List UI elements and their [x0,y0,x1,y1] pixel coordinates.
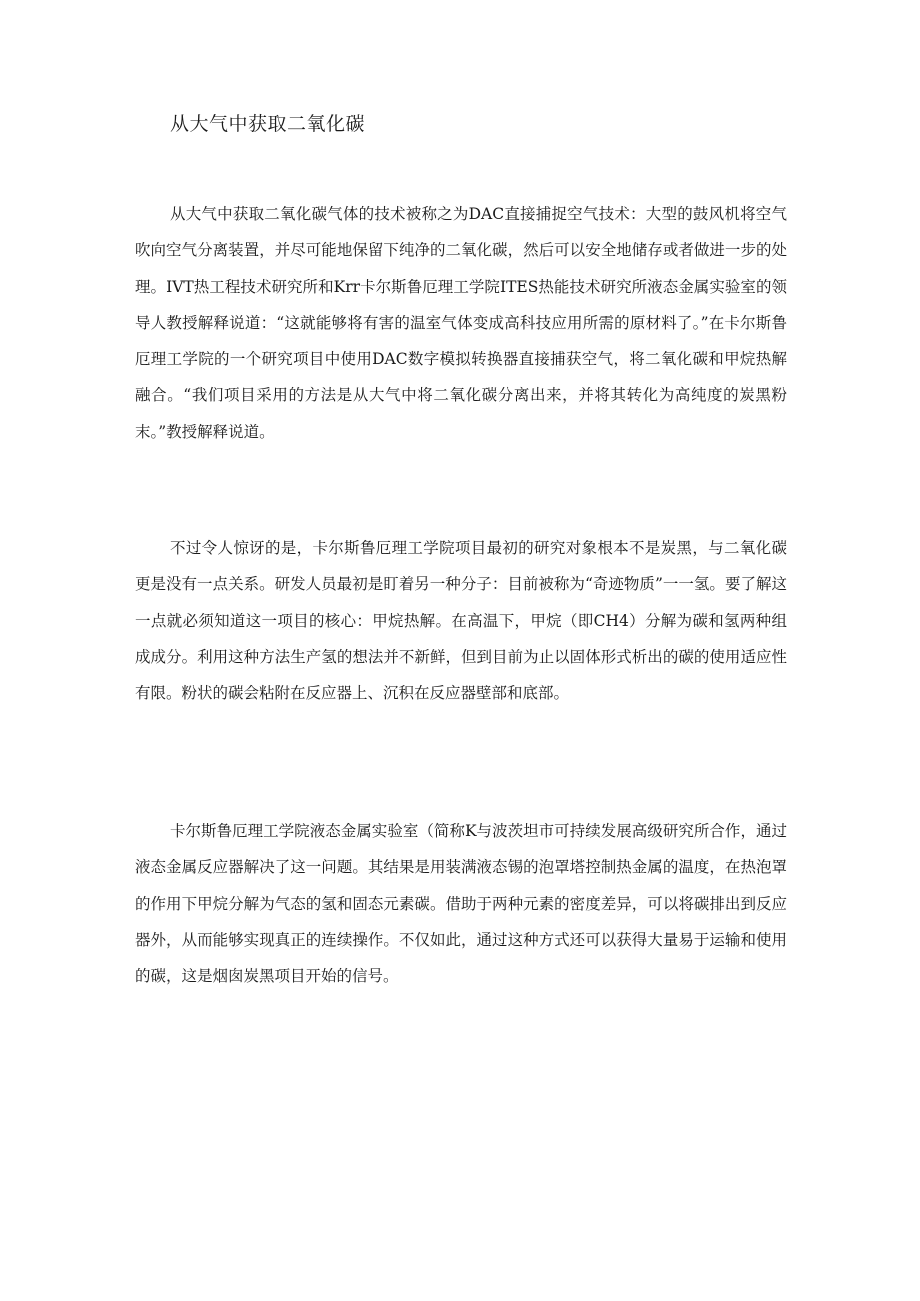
document-title: 从大气中获取二氧化碳 [170,113,366,135]
paragraph-dac-technology: 从大气中获取二氧化碳气体的技术被称之为DAC直接捕捉空气技术：大型的鼓风机将空气吹向空气分离装置，并尽可能地保留下纯净的二氧化碳，然后可以安全地储存或者做进一步的处理。IVT热工程技术研究所和Krr卡尔斯鲁厄理工学院ITES热能技术研究所液态金属实验室的领导人教授解释说道：“这就能够将有害的温室气体变成高科技应用所需的原材料了。”在卡尔斯鲁厄理工学院的一个研究项目中使用DAC数字模拟转换器直接捕获空气，将二氧化碳和甲烷热解融合。“我们项目采用的方法是从大气中将二氧化碳分离出来，并将其转化为高纯度的炭黑粉末。”教授解释说道。 [135,205,787,441]
paragraph-methane-pyrolysis: 不过令人惊讶的是，卡尔斯鲁厄理工学院项目最初的研究对象根本不是炭黑，与二氧化碳更是没有一点关系。研发人员最初是盯着另一种分子：目前被称为“奇迹物质”一一氢。要了解这一点就必须知道这一项目的核心：甲烷热解。在高温下，甲烷（即CH4）分解为碳和氢两种组成成分。利用这种方法生产氢的想法并不新鲜，但到目前为止以固体形式析出的碳的使用适应性有限。粉状的碳会粘附在反应器上、沉积在反应器壁部和底部。 [135,539,787,703]
paragraph-liquid-metal-reactor: 卡尔斯鲁厄理工学院液态金属实验室（简称K与波茨坦市可持续发展高级研究所合作，通过液态金属反应器解决了这一问题。其结果是用装满液态锡的泡罩塔控制热金属的温度，在热泡罩的作用下甲烷分解为气态的氢和固态元素碳。借助于两种元素的密度差异，可以将碳排出到反应器外，从而能够实现真正的连续操作。不仅如此，通过这种方式还可以获得大量易于运输和使用的碳，这是烟囱炭黑项目开始的信号。 [135,822,787,986]
